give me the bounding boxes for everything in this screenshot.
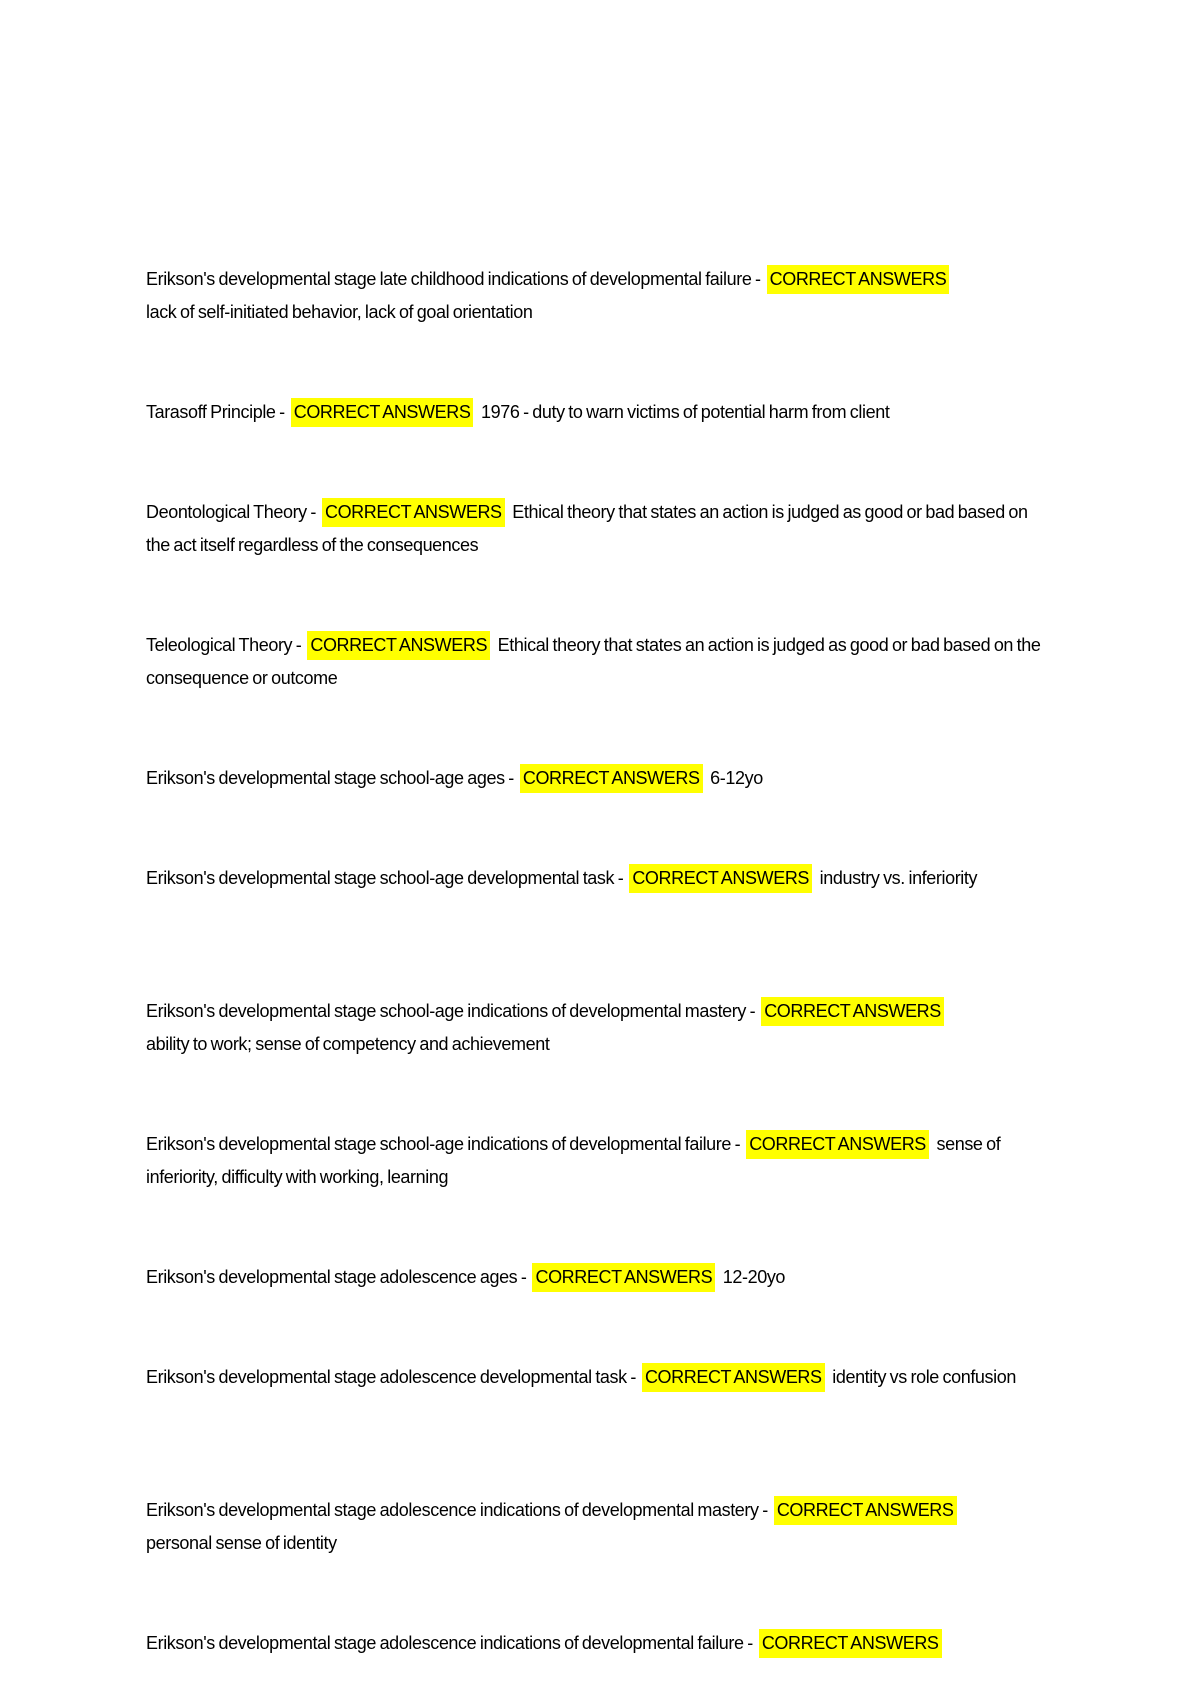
- question-text: Tarasoff Principle -: [146, 402, 285, 422]
- correct-answers-highlight: CORRECT ANSWERS: [642, 1363, 825, 1392]
- answer-text: Ethical theory that states an action is judged as good or bad based on the consequence or outcome: [146, 635, 1041, 688]
- qa-entry: [146, 263, 1046, 329]
- qa-entry: [146, 762, 1046, 795]
- answer-text: lack of self-initiated behavior, lack of goal orientation: [146, 302, 533, 322]
- answer-text: personal sense of identity: [146, 1533, 337, 1553]
- answer-text: 1976 - duty to warn victims of potential harm from client: [481, 402, 890, 422]
- correct-answers-highlight: CORRECT ANSWERS: [774, 1496, 957, 1525]
- correct-answers-highlight: CORRECT ANSWERS: [759, 1629, 942, 1658]
- qa-entry: [146, 496, 1046, 562]
- answer-text: Ethical theory that states an action is judged as good or bad based on the act itself regardless of the consequences: [146, 502, 1028, 555]
- question-text: Erikson's developmental stage adolescence ages -: [146, 1267, 527, 1287]
- correct-answers-highlight: CORRECT ANSWERS: [761, 997, 944, 1026]
- answer-text: ability to work; sense of competency and achievement: [146, 1034, 550, 1054]
- correct-answers-highlight: CORRECT ANSWERS: [629, 864, 812, 893]
- question-text: Teleological Theory -: [146, 635, 302, 655]
- answer-text: 6-12yo: [710, 768, 763, 788]
- correct-answers-highlight: CORRECT ANSWERS: [307, 631, 490, 660]
- question-text: Erikson's developmental stage school-age developmental task -: [146, 868, 624, 888]
- answer-text: industry vs. inferiority: [819, 868, 978, 888]
- question-text: Erikson's developmental stage school-age indications of developmental mastery -: [146, 1001, 756, 1021]
- question-text: Erikson's developmental stage adolescence developmental task -: [146, 1367, 636, 1387]
- qa-entry: [146, 396, 1046, 429]
- qa-entry: [146, 1361, 1046, 1394]
- correct-answers-highlight: CORRECT ANSWERS: [520, 764, 703, 793]
- question-text: Erikson's developmental stage adolescence indications of developmental failure -: [146, 1633, 753, 1653]
- qa-entry: [146, 1261, 1046, 1294]
- qa-entry: [146, 995, 1046, 1061]
- qa-entry: [146, 1494, 1046, 1560]
- question-text: Erikson's developmental stage late childhood indications of developmental failure -: [146, 269, 761, 289]
- answer-text: sense of inferiority, difficulty with working, learning: [146, 1134, 1001, 1187]
- qa-entry: [146, 1627, 1046, 1660]
- correct-answers-highlight: CORRECT ANSWERS: [767, 265, 950, 294]
- question-text: Erikson's developmental stage school-age indications of developmental failure -: [146, 1134, 741, 1154]
- qa-entry: [146, 1128, 1046, 1194]
- correct-answers-highlight: CORRECT ANSWERS: [532, 1263, 715, 1292]
- question-text: Erikson's developmental stage school-age ages -: [146, 768, 514, 788]
- question-text: Deontological Theory -: [146, 502, 316, 522]
- correct-answers-highlight: CORRECT ANSWERS: [322, 498, 505, 527]
- qa-entry: [146, 629, 1046, 695]
- correct-answers-highlight: CORRECT ANSWERS: [291, 398, 474, 427]
- question-text: Erikson's developmental stage adolescence indications of developmental mastery -: [146, 1500, 768, 1520]
- correct-answers-highlight: CORRECT ANSWERS: [746, 1130, 929, 1159]
- qa-entry: [146, 862, 1046, 895]
- answer-text: identity vs role confusion: [832, 1367, 1016, 1387]
- answer-text: 12-20yo: [722, 1267, 786, 1287]
